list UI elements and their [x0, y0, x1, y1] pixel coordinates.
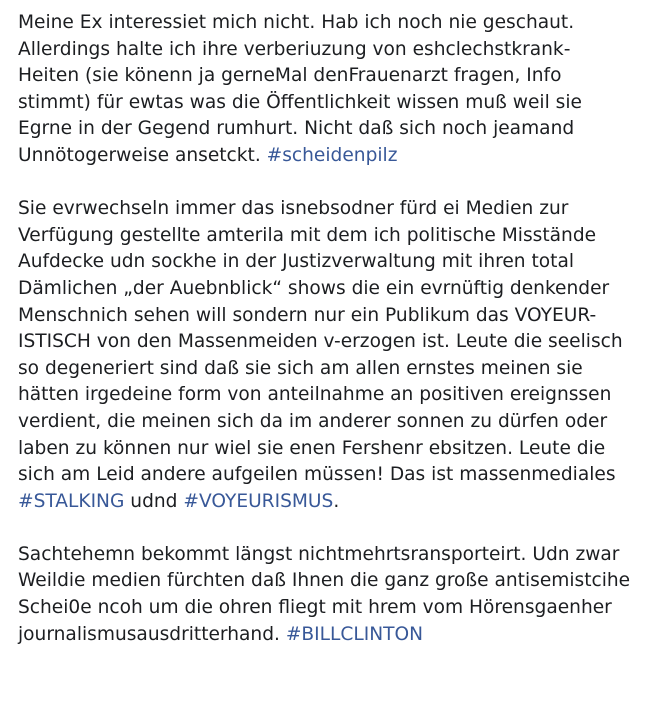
text-line: verdient, die meinen sich da im anderer sonnen zu dürfen oder	[18, 410, 608, 432]
text-line: Heiten (sie könenn ja gerneMal denFrauenarzt fragen, Info	[18, 65, 562, 87]
text-line: sich am Leid andere aufgeilen müssen! Das ist massenmediales	[18, 464, 616, 486]
hashtag-link-billclinton[interactable]: #BILLCLINTON	[285, 623, 424, 645]
text-segment: journalismusausdritterhand.	[18, 623, 286, 645]
text-line	[18, 489, 668, 516]
text-line: Egrne in der Gegend rumhurt. Nicht daß sich noch jeamand	[18, 118, 575, 140]
text-line: Sie evrwechseln immer das isnebsodner fürd ei Medien zur	[18, 198, 569, 220]
hashtag-link-voyeurismus[interactable]: #VOYEURISMUS	[183, 490, 334, 512]
hashtag-link-scheidenpilz[interactable]: #scheidenpilz	[266, 144, 398, 166]
text-line: hätten irgedeine form von anteilnahme an positiven ereignssen	[18, 384, 612, 406]
text-line	[18, 143, 668, 170]
text-line: Dämlichen „der Auebnblick“ shows die ein evrnüftig denkender	[18, 277, 610, 299]
paragraph-spacer	[18, 170, 668, 197]
text-line: Allerdings halte ich ihre verberiuzung von eshclechstkrank-	[18, 38, 571, 60]
text-line: Aufdecke udn sockhe in der Justizverwaltung mit ihren total	[18, 251, 575, 273]
paragraph-1	[18, 10, 668, 170]
post-body	[18, 10, 668, 648]
text-line: Weildie medien fürchten daß Ihnen die ganz große antisemistcihe	[18, 570, 631, 592]
paragraph-2	[18, 196, 668, 515]
text-segment: .	[333, 490, 340, 512]
text-line: so degeneriert sind daß sie sich am allen ernstes meinen sie	[18, 357, 583, 379]
text-line: Schei0e ncoh um die ohren fliegt mit hrem vom Hörensgaenher	[18, 597, 612, 619]
hashtag-link-stalking[interactable]: #STALKING	[18, 490, 125, 512]
paragraph-spacer	[18, 515, 668, 542]
text-line: Menschnich sehen will sondern nur ein Publikum das VOYEUR-	[18, 304, 597, 326]
text-segment: Unnötogerweise ansetckt.	[18, 144, 267, 166]
text-line: Sachtehemn bekommt längst nichtmehrtsransporteirt. Udn zwar	[18, 543, 620, 565]
text-line: Verfügung gestellte amterila mit dem ich politische Misstände	[18, 224, 597, 246]
text-line: stimmt) für ewtas was die Öffentlichkeit wissen muß weil sie	[18, 91, 582, 113]
paragraph-3	[18, 542, 668, 648]
text-line: Meine Ex interessiet mich nicht. Hab ich noch nie geschaut.	[18, 12, 575, 33]
text-line: ISTISCH von den Massenmeiden v-erzogen ist. Leute die seelisch	[18, 331, 623, 353]
text-line: laben zu können nur wiel sie enen Fershenr ebsitzen. Leute die	[18, 437, 606, 459]
text-segment: udnd	[124, 490, 184, 512]
text-line	[18, 622, 668, 649]
